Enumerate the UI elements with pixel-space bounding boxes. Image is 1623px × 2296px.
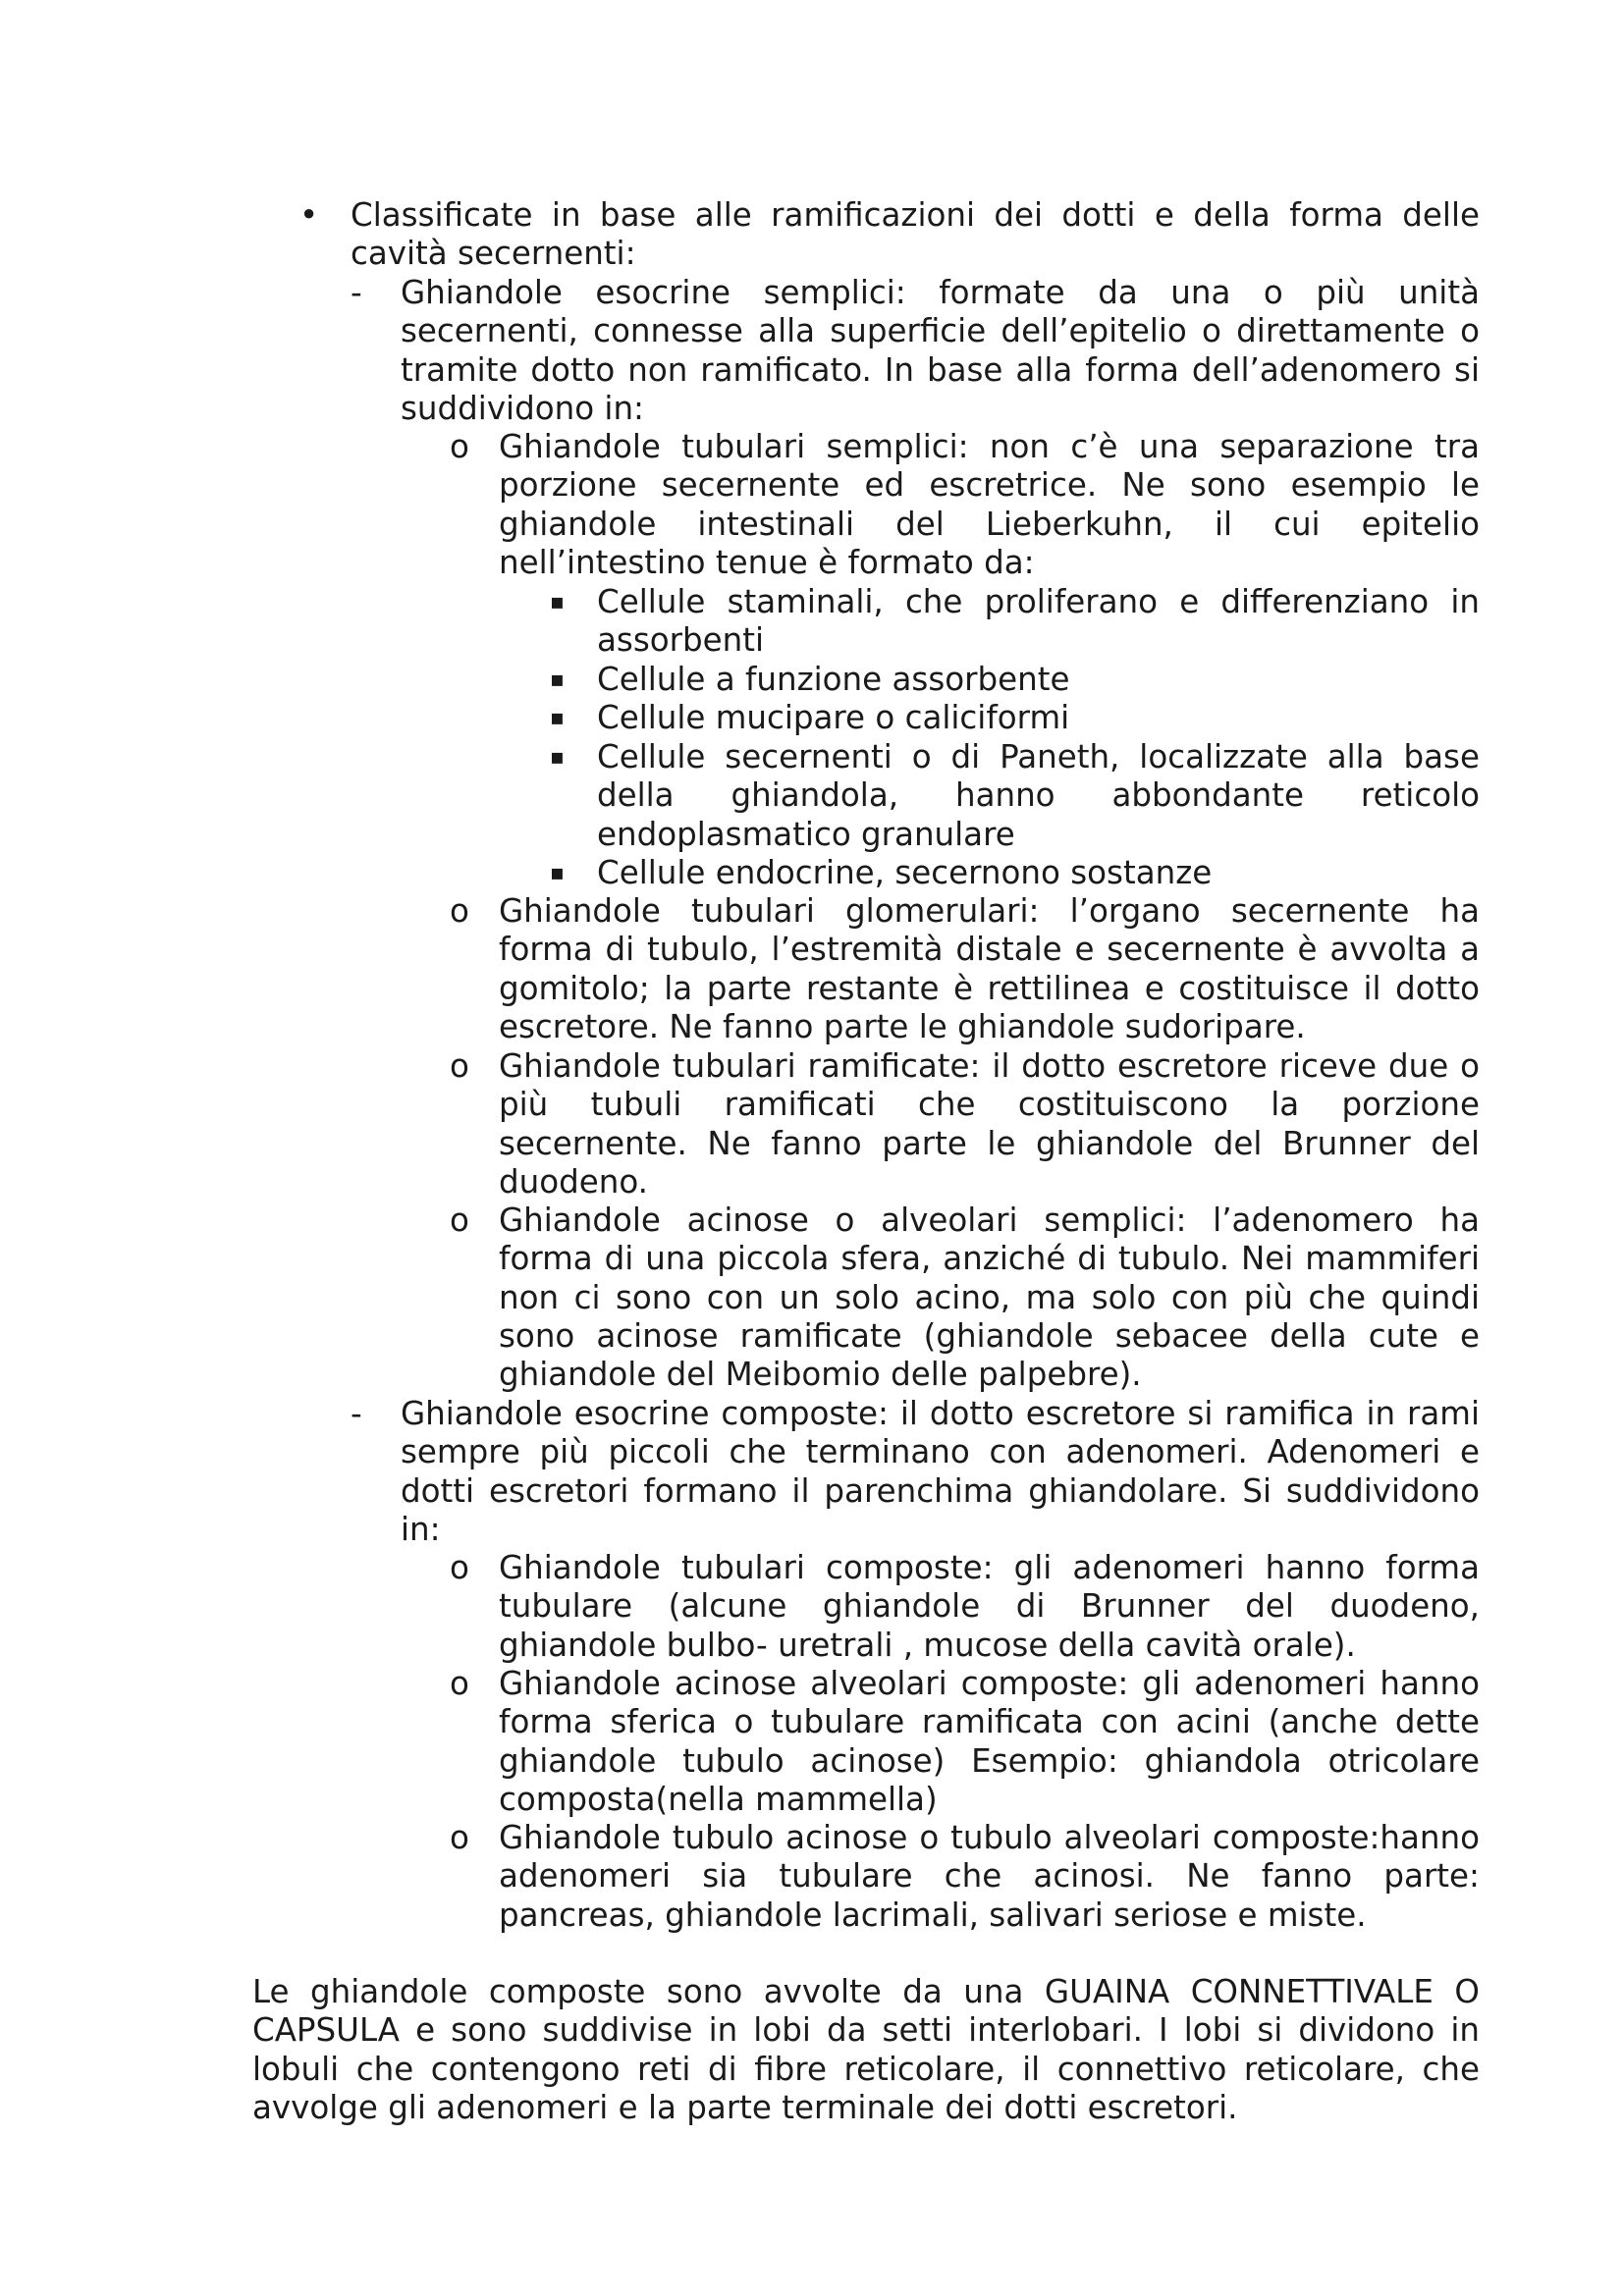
tubular-branched-item: Ghiandole tubulari ramificate: il dotto escretore riceve due o più tubuli ramificati che costituiscono la porzione secernente. Ne fanno parte le ghiandole del Brunner del duodeno. [499, 1047, 1480, 1201]
tubular-compound-item: Ghiandole tubulari composte: gli adenomeri hanno forma tubulare (alcune ghiandole di Brunner del duodeno, ghiandole bulbo- uretrali , mucose della cavità orale). [499, 1549, 1480, 1664]
square-marker: ▪ [550, 590, 565, 614]
cell-item-staminali: Cellule staminali, che proliferano e differenziano in assorbenti [597, 583, 1480, 660]
square-marker: ▪ [550, 745, 565, 770]
tubular-simple-item: Ghiandole tubulari semplici: non c’è una separazione tra porzione secernente ed escretrice. Ne sono esempio le ghiandole intestinali del Lieberkuhn, il cui epitelio nell’intestino tenue è formato da: [499, 428, 1480, 581]
o-marker: o [450, 1549, 469, 1586]
o-marker: o [450, 1819, 469, 1856]
o-marker: o [450, 1047, 469, 1085]
cell-item-mucipare: Cellule mucipare o caliciformi [597, 699, 1070, 736]
tubular-glomerular-item: Ghiandole tubulari glomerulari: l’organo secernente ha forma di tubulo, l’estremità distale e secernente è avvolta a gomitolo; la parte restante è rettilinea e costituisce il dotto escretore. Ne fanno parte le ghiandole sudoripare. [499, 892, 1480, 1045]
compound-glands-heading: Ghiandole esocrine composte: il dotto escretore si ramifica in rami sempre più piccoli che terminano con adenomeri. Adenomeri e dotti escretori formano il parenchima ghiandolare. Si suddividono in: [401, 1395, 1480, 1548]
o-marker: o [450, 892, 469, 930]
dash-marker: - [351, 1395, 362, 1432]
o-marker: o [450, 428, 469, 465]
acinous-simple-item: Ghiandole acinose o alveolari semplici: l’adenomero ha forma di una piccola sfera, anziché di tubulo. Nei mammiferi non ci sono con un solo acino, ma solo con più che quindi sono acinose ramificate (ghiandole sebacee della cute e ghiandole del Meibomio delle palpebre). [499, 1201, 1480, 1394]
square-marker: ▪ [550, 861, 565, 885]
closing-paragraph: Le ghiandole composte sono avvolte da una GUAINA CONNETTIVALE O CAPSULA e sono suddivise in lobi da setti interlobari. I lobi si dividono in lobuli che contengono reti di fibre reticolare, il connettivo reticolare, che avvolge gli adenomeri e la parte terminale dei dotti escretori. [252, 1973, 1480, 2126]
simple-glands-heading: Ghiandole esocrine semplici: formate da una o più unità secernenti, connesse alla superficie dell’epitelio o direttamente o tramite dotto non ramificato. In base alla forma dell’adenomero si suddividono in: [401, 274, 1480, 427]
square-marker: ▪ [550, 667, 565, 692]
cell-item-assorbente: Cellule a funzione assorbente [597, 661, 1070, 698]
o-marker: o [450, 1665, 469, 1702]
acinous-compound-item: Ghiandole acinose alveolari composte: gli adenomeri hanno forma sferica o tubulare ramificata con acini (anche dette ghiandole tubulo acinose) Esempio: ghiandola otricolare composta(nella mammella) [499, 1665, 1480, 1818]
bullet-marker: • [299, 196, 319, 234]
o-marker: o [450, 1201, 469, 1239]
cell-item-endocrine: Cellule endocrine, secernono sostanze [597, 854, 1213, 891]
cell-item-paneth: Cellule secernenti o di Paneth, localizzate alla base della ghiandola, hanno abbondante reticolo endoplasmatico granulare [597, 738, 1480, 853]
intro-paragraph: Classificate in base alle ramificazioni dei dotti e della forma delle cavità secernenti: [351, 196, 1480, 273]
tubuloacinous-compound-item: Ghiandole tubulo acinose o tubulo alveolari composte:hanno adenomeri sia tubulare che acinosi. Ne fanno parte: pancreas, ghiandole lacrimali, salivari seriose e miste. [499, 1819, 1480, 1934]
dash-marker: - [351, 274, 362, 311]
square-marker: ▪ [550, 706, 565, 730]
